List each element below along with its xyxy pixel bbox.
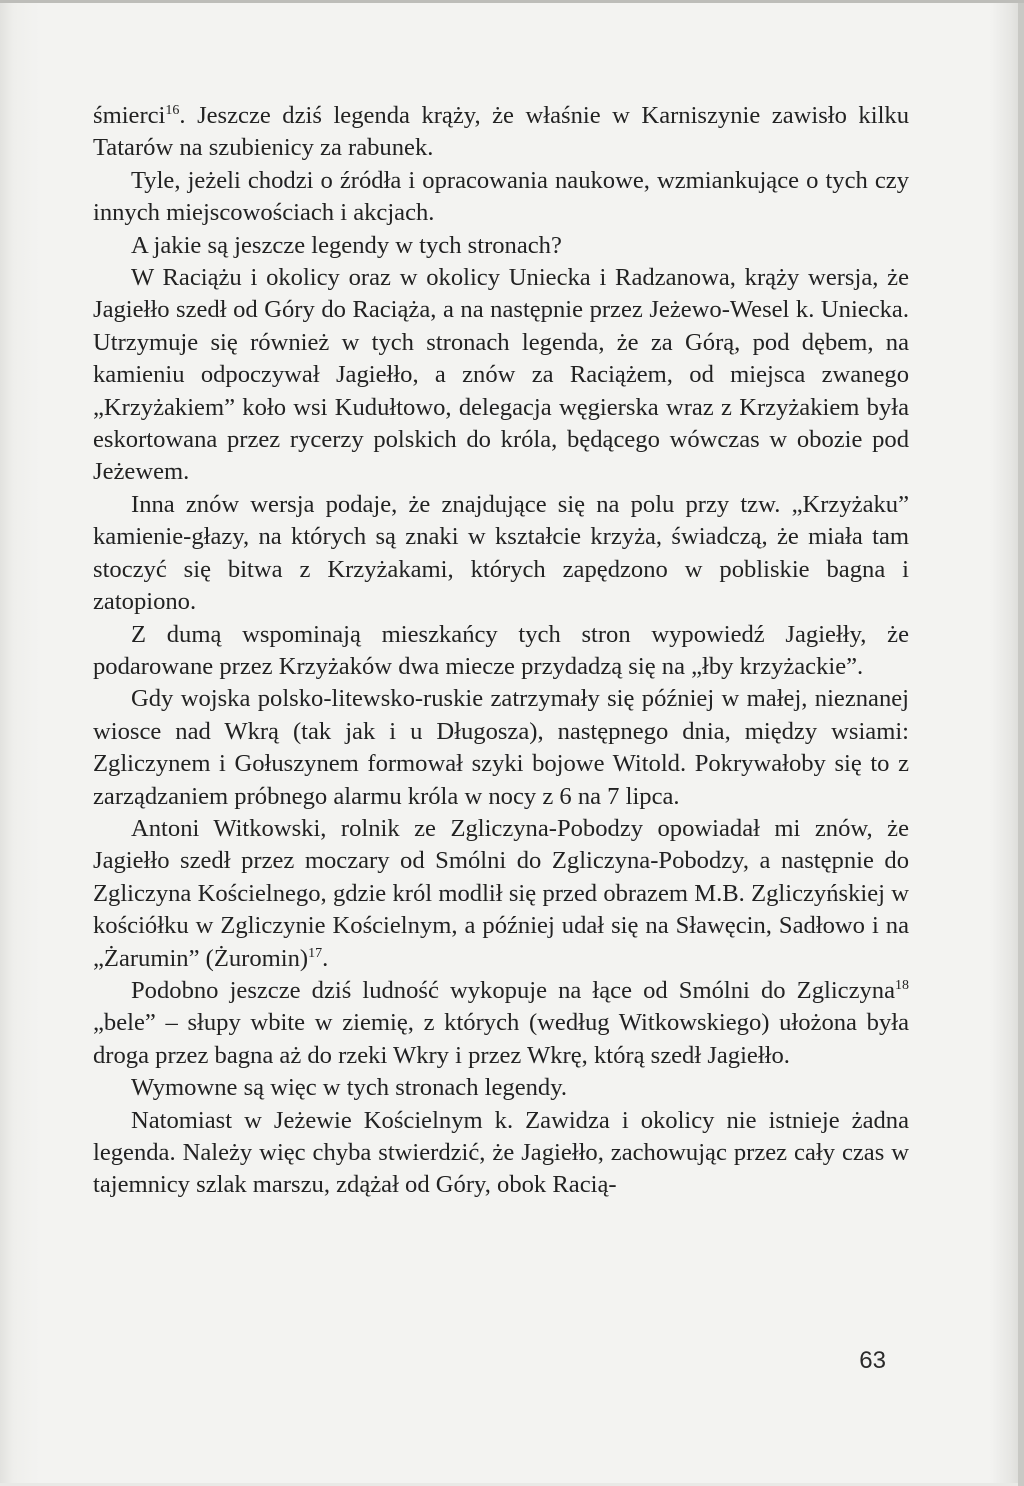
footnote-ref-17[interactable]: 17: [308, 945, 323, 961]
paragraph: Gdy wojska polsko-litewsko-ruskie zatrzymały się później w małej, nieznanej wiosce nad Wkrą (tak jak i u Długosza), następnego dnia, między wsiami: Zgliczynem i Gołuszynem formował szyki bojowe Witold. Pokrywałoby się to z zarządzaniem próbnego alarmu króla w nocy z 6 na 7 lipca.: [93, 685, 909, 810]
paragraph: Z dumą wspominają mieszkańcy tych stron wypowiedź Jagiełły, że podarowane przez Krzyżaków dwa miecze przydadzą się na „łby krzyżackie”.: [93, 620, 909, 680]
paragraph: Wymowne są więc w tych stronach legendy.: [131, 1074, 568, 1102]
page-number: 63: [859, 1347, 886, 1374]
footnote-ref-16[interactable]: 16: [165, 102, 180, 118]
paragraph: A jakie są jeszcze legendy w tych stronach?: [131, 231, 562, 259]
paragraph: Natomiast w Jeżewie Kościelnym k. Zawidza i okolicy nie istnieje żadna legenda. Należy więc chyba stwierdzić, że Jagiełło, zachowując przez cały czas w tajemnicy szlak marszu, zdążał od Góry, obok Racią-: [93, 1106, 909, 1199]
paragraph: Inna znów wersja podaje, że znajdujące się na polu przy tzw. „Krzyżaku” kamienie-głazy, na których są znaki w kształcie krzyża, świadczą, że miała tam stoczyć się bitwa z Krzyżakami, których zapędzono w pobliskie bagna i zatopiono.: [93, 490, 909, 616]
paragraph: Tyle, jeżeli chodzi o źródła i opracowania naukowe, wzmiankujące o tych czy innych miejscowościach i akcjach.: [93, 166, 909, 227]
paragraph: Podobno jeszcze dziś ludność wykopuje na łące od Smólni do Zgliczyna$^{18}$ „bele” – słupy wbite w ziemię, z których (według Witkowskiego) ułożona była droga przez bagna aż do rzeki Wkry i przez Wkrę, którą szedł Jagiełło.: [93, 976, 909, 1069]
paragraph: Antoni Witkowski, rolnik ze Zgliczyna-Pobodzy opowiadał mi znów, że Jagiełło szedł przez moczary od Smólni do Zgliczyna-Pobodzy, a następnie do Zgliczyna Kościelnego, gdzie król modlił się przed obrazem M.B. Zgliczyńskiej w kościółku w Zgliczynie Kościelnym, a później udał się na Sławęcin, Sadłowo i na „Żarumin” (Żuromin)$^{17}$.: [93, 814, 909, 972]
body-text: [93, 100, 909, 1202]
paragraph: śmierci$^{16}$. Jeszcze dziś legenda krąży, że właśnie w Karniszynie zawisło kilku Tatarów na szubienicy za rabunek.: [93, 102, 909, 162]
paragraph: W Raciążu i okolicy oraz w okolicy Uniecka i Radzanowa, krąży wersja, że Jagiełło szedł od Góry do Raciąża, a na następnie przez Jeżewo-Wesel k. Uniecka. Utrzymuje się również w tych stronach legenda, że za Górą, pod dębem, na kamieniu odpoczywał Jagiełło, a znów za Raciążem, od miejsca zwanego „Krzyżakiem” koło wsi Kudułtowo, delegacja węgierska wraz z Krzyżakiem była eskortowana przez rycerzy polskich do króla, będącego wówczas w obozie pod Jeżewem.: [93, 264, 909, 486]
footnote-ref-18[interactable]: 18: [895, 977, 909, 993]
scan-edge: [1018, 3, 1024, 1486]
